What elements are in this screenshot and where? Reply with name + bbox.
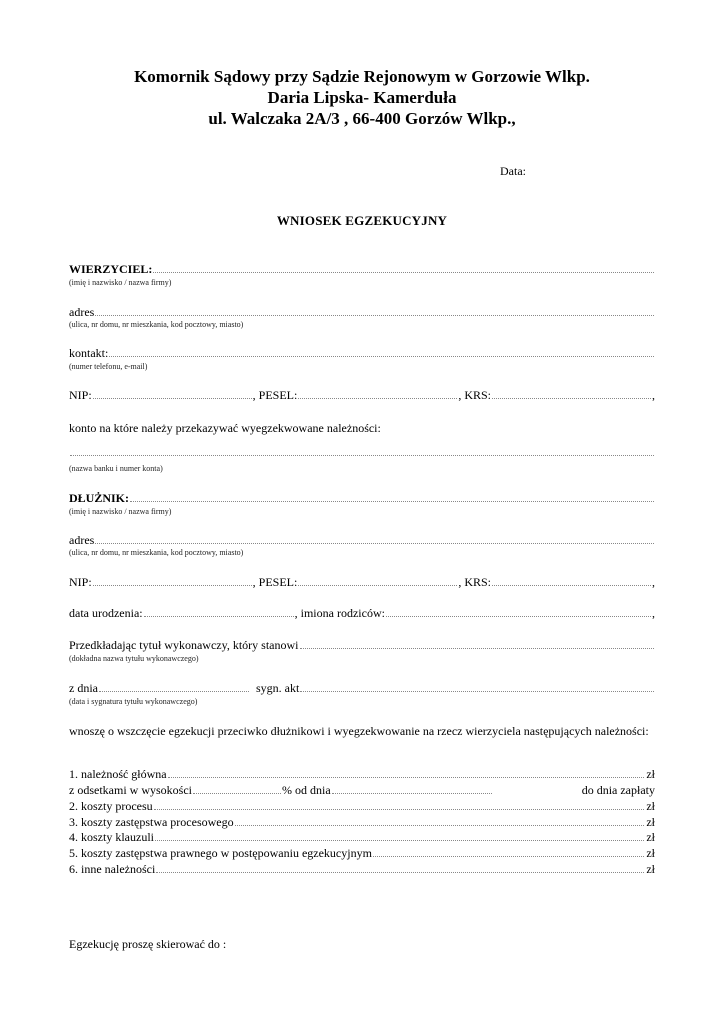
debtor-parents-label: , imiona rodziców:	[294, 606, 385, 620]
claim-6-currency: zł	[646, 862, 655, 876]
sygn-field[interactable]	[300, 682, 654, 692]
claim-6-field[interactable]	[156, 863, 644, 873]
claim-1-field[interactable]	[168, 768, 645, 778]
debtor-parents-field[interactable]	[386, 607, 651, 617]
debtor-nip-label: NIP:	[69, 575, 92, 589]
direction-text: Egzekucję proszę skierować do :	[69, 937, 227, 951]
title-date-label: z dnia	[69, 681, 98, 695]
document-title: WNIOSEK EGZEKUCYJNY	[276, 213, 448, 228]
creditor-nip-field[interactable]	[93, 389, 252, 399]
debtor-address-hint: (ulica, nr domu, nr mieszkania, kod pocztowy, miasto)	[69, 548, 244, 557]
claim-row-5	[69, 846, 655, 861]
debtor-birth-field[interactable]	[144, 607, 294, 617]
claim-2-currency: zł	[646, 799, 655, 813]
debtor-address-label: adres	[69, 533, 95, 547]
date-label: Data:	[500, 164, 526, 178]
claim-5-label: 5. koszty zastępstwa prawnego w postępowaniu egzekucyjnym	[69, 846, 372, 860]
title-doc-hint: (dokładna nazwa tytułu wykonawczego)	[69, 654, 199, 663]
creditor-contact-label: kontakt:	[69, 346, 109, 360]
debtor-row	[69, 491, 655, 506]
debtor-nip-field[interactable]	[93, 576, 252, 586]
interest-percent-label: % od dnia	[281, 783, 331, 797]
creditor-krs-field[interactable]	[492, 389, 651, 399]
claim-1-label: 1. należność główna	[69, 767, 167, 781]
debtor-name-hint: (imię i nazwisko / nazwa firmy)	[69, 507, 172, 516]
creditor-row	[69, 262, 655, 277]
title-date-hint: (data i sygnatura tytułu wykonawczego)	[69, 697, 198, 706]
claim-row-2	[69, 799, 655, 814]
bailiff-header	[0, 66, 724, 129]
debtor-label: DŁUŻNIK:	[69, 491, 130, 505]
claim-3-field[interactable]	[235, 816, 645, 826]
debtor-birth-label: data urodzenia:	[69, 606, 143, 620]
creditor-pesel-label: , PESEL:	[252, 388, 298, 402]
claim-4-field[interactable]	[155, 831, 644, 841]
claim-5-currency: zł	[646, 846, 655, 860]
creditor-address-hint: (ulica, nr domu, nr mieszkania, kod pocztowy, miasto)	[69, 320, 244, 329]
creditor-contact-field[interactable]	[109, 347, 654, 357]
debtor-krs-label: , KRS:	[458, 575, 491, 589]
interest-until-label: do dnia zapłaty	[581, 783, 655, 797]
claim-row-3	[69, 815, 655, 830]
creditor-address-field[interactable]	[95, 306, 654, 316]
debtor-ids-end: ,	[651, 575, 655, 589]
header-line-1: Komornik Sądowy przy Sądzie Rejonowym w Gorzowie Wlkp.	[134, 67, 590, 86]
claim-row-6	[69, 862, 655, 877]
creditor-contact-row	[69, 346, 655, 361]
debtor-pesel-label: , PESEL:	[252, 575, 298, 589]
title-date-field[interactable]	[99, 682, 249, 692]
claim-1-currency: zł	[646, 767, 655, 781]
creditor-krs-label: , KRS:	[458, 388, 491, 402]
creditor-ids-row	[69, 388, 655, 403]
claim-2-field[interactable]	[154, 800, 645, 810]
creditor-label: WIERZYCIEL:	[69, 262, 153, 276]
interest-label: z odsetkami w wysokości	[69, 783, 192, 797]
claim-2-label: 2. koszty procesu	[69, 799, 153, 813]
interest-rate-field[interactable]	[193, 784, 281, 794]
creditor-account-label: konto na które należy przekazywać wyegzekwowane należności:	[69, 421, 381, 435]
debtor-pesel-field[interactable]	[298, 576, 457, 586]
debtor-address-row	[69, 533, 655, 548]
title-doc-label: Przedkładając tytuł wykonawczy, który stanowi	[69, 638, 299, 652]
interest-date-field[interactable]	[332, 784, 492, 794]
creditor-account-field[interactable]	[70, 446, 654, 456]
interest-row	[69, 783, 655, 798]
claim-row-1	[69, 767, 655, 782]
claim-4-label: 4. koszty klauzuli	[69, 830, 154, 844]
sygn-label: sygn. akt	[256, 681, 300, 695]
creditor-name-field[interactable]	[153, 263, 654, 273]
creditor-address-label: adres	[69, 305, 95, 319]
request-text: wnoszę o wszczęcie egzekucji przeciwko dłużnikowi i wyegzekwowanie na rzecz wierzyciela następujących należności:	[69, 724, 649, 738]
creditor-address-row	[69, 305, 655, 320]
debtor-name-field[interactable]	[130, 492, 654, 502]
debtor-address-field[interactable]	[95, 534, 654, 544]
claim-row-4	[69, 830, 655, 845]
creditor-account-row	[69, 446, 655, 456]
creditor-nip-label: NIP:	[69, 388, 92, 402]
header-line-3: ul. Walczaka 2A/3 , 66-400 Gorzów Wlkp.,	[208, 109, 516, 128]
claim-6-label: 6. inne należności	[69, 862, 156, 876]
title-date-row	[69, 681, 655, 696]
claim-3-currency: zł	[646, 815, 655, 829]
claim-4-currency: zł	[646, 830, 655, 844]
creditor-pesel-field[interactable]	[298, 389, 457, 399]
title-doc-row	[69, 638, 655, 653]
debtor-parents-end: ,	[652, 606, 655, 620]
claim-5-field[interactable]	[373, 847, 644, 857]
debtor-ids-row	[69, 575, 655, 590]
header-line-2: Daria Lipska- Kamerduła	[267, 88, 457, 107]
debtor-krs-field[interactable]	[492, 576, 651, 586]
debtor-birth-row	[69, 606, 655, 621]
title-doc-field[interactable]	[300, 639, 655, 649]
creditor-name-hint: (imię i nazwisko / nazwa firmy)	[69, 278, 172, 287]
creditor-ids-end: ,	[651, 388, 655, 402]
creditor-account-hint: (nazwa banku i numer konta)	[69, 464, 163, 473]
creditor-contact-hint: (numer telefonu, e-mail)	[69, 362, 148, 371]
claim-3-label: 3. koszty zastępstwa procesowego	[69, 815, 234, 829]
